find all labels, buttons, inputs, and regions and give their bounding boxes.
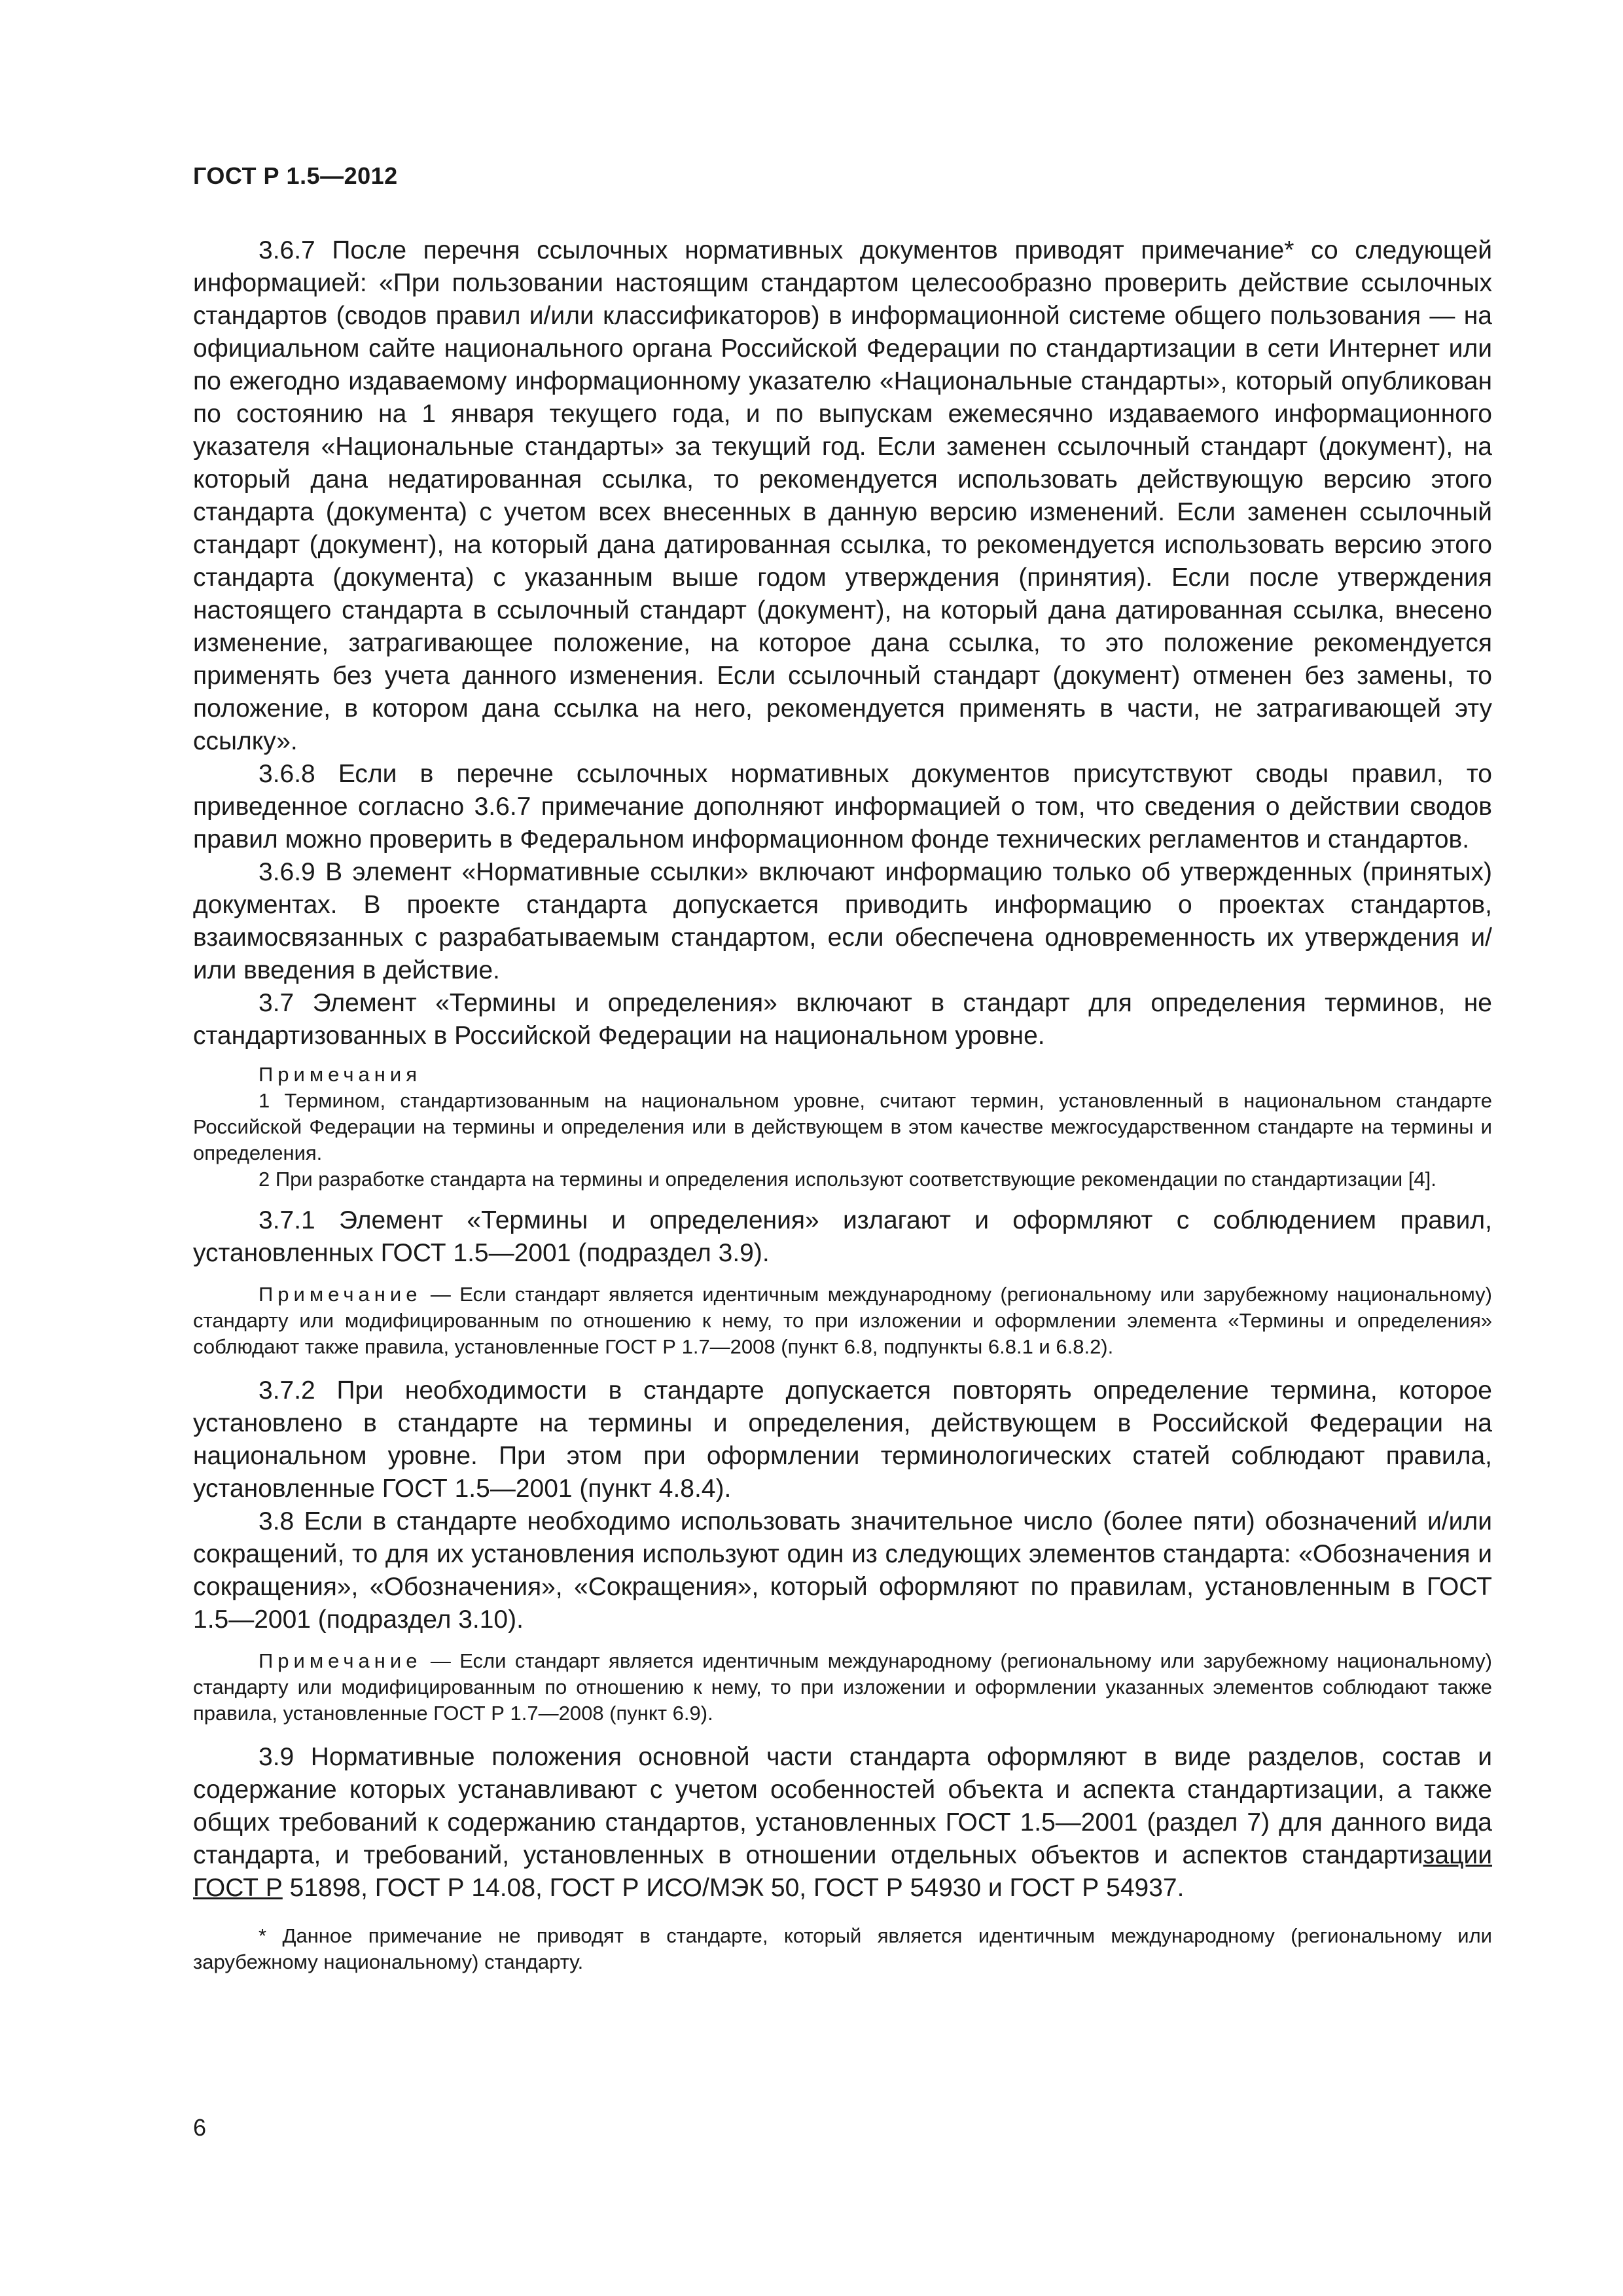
paragraph-3-9-text-end: 51898, ГОСТ Р 14.08, ГОСТ Р ИСО/МЭК 50, ГОСТ Р 54930 и ГОСТ Р 54937. bbox=[282, 1874, 1185, 1902]
note-item-2: 2 При разработке стандарта на термины и определения используют соответствующие рекомендации по стандартизации [4]. bbox=[259, 1168, 1436, 1191]
note-3-8 bbox=[193, 1648, 1492, 1727]
note-3-7-1 bbox=[193, 1282, 1492, 1360]
note-text: — Если стандарт является идентичным международному (региональному или зарубежному национальному) стандарту или модифицированным по отношению к нему, то при изложении и оформлении указанных элементов соблюдают также правила, установленные ГОСТ Р 1.7—2008 (пункт 6.9). bbox=[193, 1649, 1492, 1725]
footnote: * Данное примечание не приводят в стандарте, который является идентичным международному (региональному или зарубежному национальному) стандарту. bbox=[193, 1924, 1492, 1973]
paragraph-3-6-9: 3.6.9 В элемент «Нормативные ссылки» включают информацию только об утвержденных (принятых) документах. В проекте стандарта допускается приводить информацию о проектах стандартов, взаимосвязанных с разрабатываемым стандартом, если обеспечена одновременность их утверждения и/или введения в действие. bbox=[193, 858, 1492, 984]
paragraph-3-7-2: 3.7.2 При необходимости в стандарте допускается повторять определение термина, которое установлено в стандарте на термины и определения, действующем в Российской Федерации на национальном уровне. При этом при оформлении терминологических статей соблюдают правила, установленные ГОСТ 1.5—2001 (пункт 4.8.4). bbox=[193, 1376, 1492, 1503]
paragraph-3-9 bbox=[193, 1741, 1492, 1905]
note-item-1: 1 Термином, стандартизованным на национальном уровне, считают термин, установленный в национальном стандарте Российской Федерации на термины и определения или в действующем в этом качестве межгосударственном стандарте на термины и определения. bbox=[193, 1089, 1492, 1164]
note-text: — Если стандарт является идентичным международному (региональному или зарубежному национальному) стандарту или модифицированным по отношению к нему, то при изложении и оформлении элемента «Термины и определения» соблюдают также правила, установленные ГОСТ Р 1.7—2008 (пункт 6.8, подпункты 6.8.1 и 6.8.2). bbox=[193, 1283, 1492, 1358]
paragraph-3-6-8: 3.6.8 Если в перечне ссылочных нормативных документов присутствуют своды правил, то приведенное согласно 3.6.7 примечание дополняют информацией о том, что сведения о действии сводов правил можно проверить в Федеральном информационном фонде технических регламентов и стандартов. bbox=[193, 760, 1492, 853]
note-label: Примечание bbox=[259, 1649, 422, 1672]
paragraph-3-8: 3.8 Если в стандарте необходимо использовать значительное число (более пяти) обозначений и/или сокращений, то для их установления используют один из следующих элементов стандарта: «Обозначения и сокращения», «Обозначения», «Сокращения», который оформляют по правилам, установленным в ГОСТ 1.5—2001 (подраздел 3.10). bbox=[193, 1507, 1492, 1634]
paragraph-3-7-1: 3.7.1 Элемент «Термины и определения» излагают и оформляют с соблюдением правил, установленных ГОСТ 1.5—2001 (подраздел 3.9). bbox=[193, 1206, 1492, 1267]
document-header: ГОСТ Р 1.5—2012 bbox=[193, 162, 398, 189]
page-number: 6 bbox=[193, 2114, 207, 2141]
note-label: Примечание bbox=[259, 1283, 422, 1306]
paragraph-3-6-7: 3.6.7 После перечня ссылочных нормативных документов приводят примечание* со следующей информацией: «При пользовании настоящим стандартом целесообразно проверить действие ссылочных стандартов (сводов правил и/или классификаторов) в информационной системе общего пользования — на официальном сайте национального органа Российской Федерации по стандартизации в сети Интернет или по ежегодно издаваемому информационному указателю «Национальные стандарты», который опубликован по состоянию на 1 января текущего года, и по выпускам ежемесячно издаваемого информационного указателя «Национальные стандарты» за текущий год. Если заменен ссылочный стандарт (документ), на который дана недатированная ссылка, то рекомендуется использовать действующую версию этого стандарта (документа) с учетом всех внесенных в данную версию изменений. Если заменен ссылочный стандарт (документ), на который дана датированная ссылка, то рекомендуется использовать версию этого стандарта (документа) с указанным выше годом утверждения (принятия). Если после утверждения настоящего стандарта в ссылочный стандарт (документ), на который дана датированная ссылка, внесено изменение, затрагивающее положение, на которое дана ссылка, то это положение рекомендуется применять без учета данного изменения. Если ссылочный стандарт (документ) отменен без замены, то положение, в котором дана ссылка на него, рекомендуется применять в части, не затрагивающей эту ссылку». bbox=[193, 236, 1492, 755]
paragraph-3-7: 3.7 Элемент «Термины и определения» включают в стандарт для определения терминов, не стандартизованных в Российской Федерации на национальном уровне. bbox=[193, 989, 1492, 1050]
document-body bbox=[193, 234, 1492, 1975]
notes-title: Примечания bbox=[259, 1063, 421, 1086]
paragraph-3-9-text: 3.9 Нормативные положения основной части стандарта оформляют в виде разделов, состав и содержание которых устанавливают с учетом особенностей объекта и аспекта стандартизации, а также общих требований к содержанию стандартов, установленных ГОСТ 1.5—2001 (раздел 7) для данного вида стандарта, и требований, установленных в отношении отдельных объектов и аспектов стандарти bbox=[193, 1743, 1492, 1869]
underlined-reference: зации ГОСТ Р bbox=[193, 1841, 1492, 1902]
